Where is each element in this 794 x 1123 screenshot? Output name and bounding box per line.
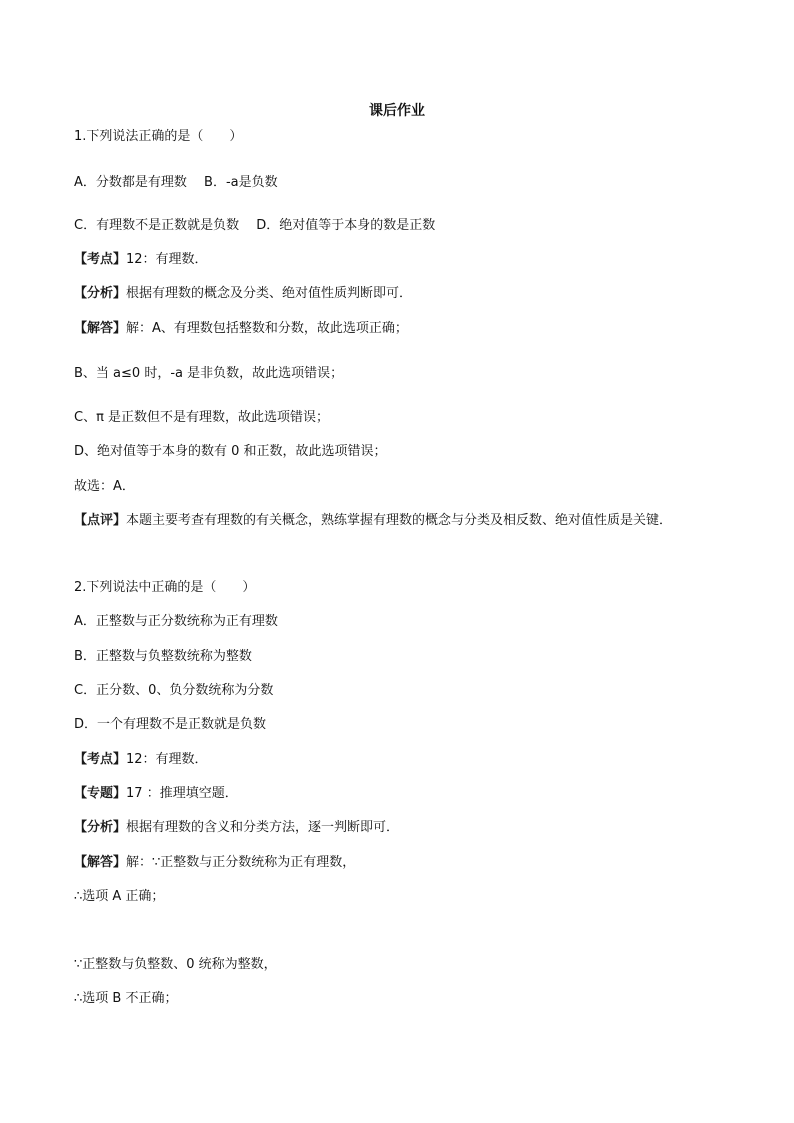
q2-question: 2.下列说法中正确的是（ ） xyxy=(74,580,256,595)
kaodian-tag: 【考点】 xyxy=(74,752,127,767)
q2-zhuanti xyxy=(74,783,238,805)
fenxi-tag: 【分析】 xyxy=(74,820,127,835)
q2-option-b: B．正整数与负整数统称为整数 xyxy=(74,649,252,664)
q2-option-a: A．正整数与正分数统称为正有理数 xyxy=(74,614,278,629)
fenxi-tag: 【分析】 xyxy=(74,286,127,301)
q2-line-b-result: ∴选项 B 不正确； xyxy=(74,991,178,1006)
q1-kaodian xyxy=(74,249,208,271)
zhuanti-text: 17 ：推理填空题． xyxy=(126,786,238,801)
jieda-tag: 【解答】 xyxy=(74,855,127,870)
q1-jieda xyxy=(74,318,408,340)
jieda-text: 解：A、有理数包括整数和分数，故此选项正确； xyxy=(126,321,408,336)
q2-fenxi xyxy=(74,817,399,839)
jieda-text: 解：∵正整数与正分数统称为正有理数， xyxy=(126,855,356,870)
q1-line-b: B、当 a≤0 时，-a 是非负数，故此选项错误； xyxy=(74,366,344,381)
q1-fenxi xyxy=(74,283,412,305)
q1-dianping xyxy=(74,510,672,532)
q2-kaodian xyxy=(74,749,208,771)
kaodian-text: 12：有理数． xyxy=(126,752,208,767)
kaodian-text: 12：有理数． xyxy=(126,252,208,267)
q2-jieda xyxy=(74,852,355,874)
dianping-tag: 【点评】 xyxy=(74,513,127,528)
fenxi-text: 根据有理数的概念及分类、绝对值性质判断即可． xyxy=(126,286,413,301)
q2-option-c: C．正分数、0、负分数统称为分数 xyxy=(74,683,274,698)
page-title: 课后作业 xyxy=(369,103,425,119)
fenxi-text: 根据有理数的含义和分类方法，逐一判断即可． xyxy=(126,820,400,835)
jieda-tag: 【解答】 xyxy=(74,321,127,336)
q2-line-b-reason: ∵正整数与负整数、0 统称为整数， xyxy=(74,957,277,972)
zhuanti-tag: 【专题】 xyxy=(74,786,127,801)
q2-option-d: D．一个有理数不是正数就是负数 xyxy=(74,717,267,732)
q1-question: 1.下列说法正确的是（ ） xyxy=(74,129,243,144)
dianping-text: 本题主要考查有理数的有关概念，熟练掌握有理数的概念与分类及相反数、绝对值性质是关键． xyxy=(126,513,673,528)
q1-line-d: D、绝对值等于本身的数有 0 和正数，故此选项错误； xyxy=(74,444,387,459)
q1-options-cd: C．有理数不是正数就是负数 D．绝对值等于本身的数是正数 xyxy=(74,218,436,233)
q1-answer: 故选：A． xyxy=(74,479,135,494)
q1-options-ab: A．分数都是有理数 B．-a是负数 xyxy=(74,175,278,190)
q1-line-c: C、π 是正数但不是有理数，故此选项错误； xyxy=(74,410,330,425)
kaodian-tag: 【考点】 xyxy=(74,252,127,267)
q2-line-a-result: ∴选项 A 正确； xyxy=(74,889,165,904)
